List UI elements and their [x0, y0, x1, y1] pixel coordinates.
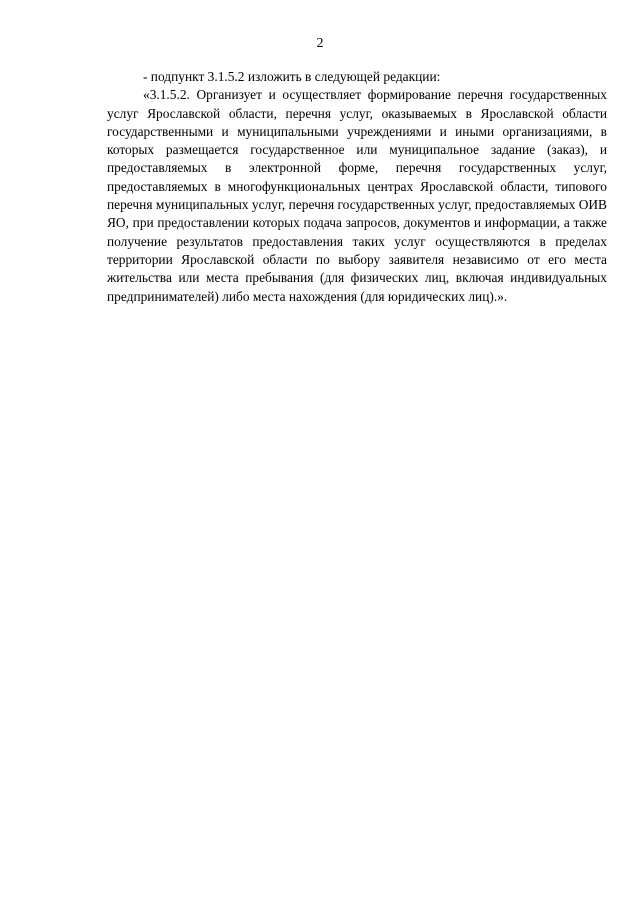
page-number: 2 [316, 36, 324, 51]
document-body [107, 68, 607, 306]
intro-paragraph: - подпункт 3.1.5.2 изложить в следующей редакции: [143, 69, 441, 84]
amendment-paragraph: «3.1.5.2. Организует и осуществляет формирование перечня государственных услуг Ярославской области, перечня услуг, оказываемых в Ярославской области государственными и муниципальными учреждениями и иными организациями, в которых размещается государственное или муниципальное задание (заказ), и предоставляемых в электронной форме, перечня государственных услуг, предоставляемых в многофункциональных центрах Ярославской области, типового перечня муниципальных услуг, перечня государственных услуг, предоставляемых ОИВ ЯО, при предоставлении которых подача запросов, документов и информации, а также получение результатов предоставления таких услуг осуществляются в пределах территории Ярославской области по выбору заявителя независимо от его места жительства или места пребывания (для физических лиц, включая индивидуальных предпринимателей) либо места нахождения (для юридических лиц).». [107, 87, 607, 304]
